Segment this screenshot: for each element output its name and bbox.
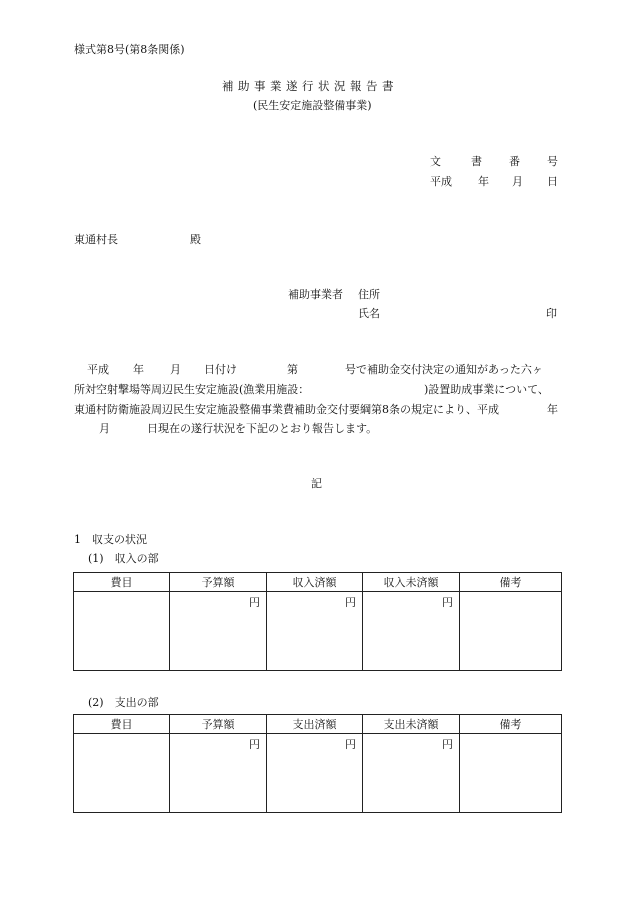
applicant-label: 補助事業者 xyxy=(288,288,343,301)
table-cell xyxy=(74,734,170,813)
doc-number-char-3: 番 xyxy=(509,155,520,168)
table-cell xyxy=(267,734,363,813)
body-line1-date: 日付け xyxy=(204,363,237,376)
body-line2-a: 所対空射撃場等周辺民生安定施設(漁業用施設： xyxy=(74,383,310,396)
unit-label: 円 xyxy=(442,738,453,751)
doc-number-char-1: 文 xyxy=(430,155,441,168)
table-cell xyxy=(170,734,267,813)
income-table xyxy=(73,572,562,671)
body-line2-b: )設置助成事業について、 xyxy=(424,383,549,396)
body-line1-no: 第 xyxy=(287,363,298,376)
expense-heading: (2) 支出の部 xyxy=(88,696,159,709)
body-line1-month: 月 xyxy=(170,363,181,376)
table-cell xyxy=(460,734,562,813)
body-line4-rest: 日現在の遂行状況を下記のとおり報告します。 xyxy=(147,422,378,435)
column-header: 収入未済額 xyxy=(363,573,460,592)
table-header-row xyxy=(74,573,562,592)
column-header: 予算額 xyxy=(170,715,267,734)
date-era: 平成 xyxy=(430,175,452,188)
unit-label: 円 xyxy=(249,738,260,751)
column-header: 備考 xyxy=(460,715,562,734)
section-heading: 1 収支の状況 xyxy=(74,533,147,546)
addressee: 東通村長 xyxy=(74,233,118,246)
date-day: 日 xyxy=(547,175,558,188)
table-row xyxy=(74,592,562,671)
column-header: 支出済額 xyxy=(267,715,363,734)
form-number-label: 様式第8号(第8条関係) xyxy=(74,43,185,56)
table-cell xyxy=(170,592,267,671)
body-line4-month: 月 xyxy=(99,422,110,435)
body-line1-year: 年 xyxy=(133,363,144,376)
column-header: 費目 xyxy=(74,715,170,734)
honorific: 殿 xyxy=(190,233,201,246)
unit-label: 円 xyxy=(249,596,260,609)
name-label: 氏名 xyxy=(358,307,380,320)
table-row xyxy=(74,734,562,813)
unit-label: 円 xyxy=(345,596,356,609)
body-line3-a: 東通村防衛施設周辺民生安定施設整備事業費補助金交付要綱第8条の規定により、平成 xyxy=(74,403,499,416)
table-header-row xyxy=(74,715,562,734)
doc-number-char-2: 書 xyxy=(471,155,482,168)
column-header: 費目 xyxy=(74,573,170,592)
table-cell xyxy=(363,592,460,671)
table-cell xyxy=(460,592,562,671)
column-header: 支出未済額 xyxy=(363,715,460,734)
unit-label: 円 xyxy=(442,596,453,609)
body-line1-era: 平成 xyxy=(87,363,109,376)
date-month: 月 xyxy=(512,175,523,188)
document-subtitle: (民生安定施設整備事業) xyxy=(253,99,372,112)
document-title: 補助事業遂行状況報告書 xyxy=(222,79,398,93)
address-label: 住所 xyxy=(358,288,380,301)
ki-mark: 記 xyxy=(311,477,322,490)
table-cell xyxy=(267,592,363,671)
body-line3-b: 年 xyxy=(547,403,558,416)
income-heading: (1) 収入の部 xyxy=(88,552,159,565)
unit-label: 円 xyxy=(345,738,356,751)
column-header: 予算額 xyxy=(170,573,267,592)
expense-table xyxy=(73,714,562,813)
doc-number-char-4: 号 xyxy=(547,155,558,168)
seal-mark: 印 xyxy=(546,307,557,320)
body-line1-rest: 号で補助金交付決定の通知があった六ヶ xyxy=(345,363,543,376)
column-header: 収入済額 xyxy=(267,573,363,592)
date-year: 年 xyxy=(478,175,489,188)
column-header: 備考 xyxy=(460,573,562,592)
table-cell xyxy=(74,592,170,671)
table-cell xyxy=(363,734,460,813)
